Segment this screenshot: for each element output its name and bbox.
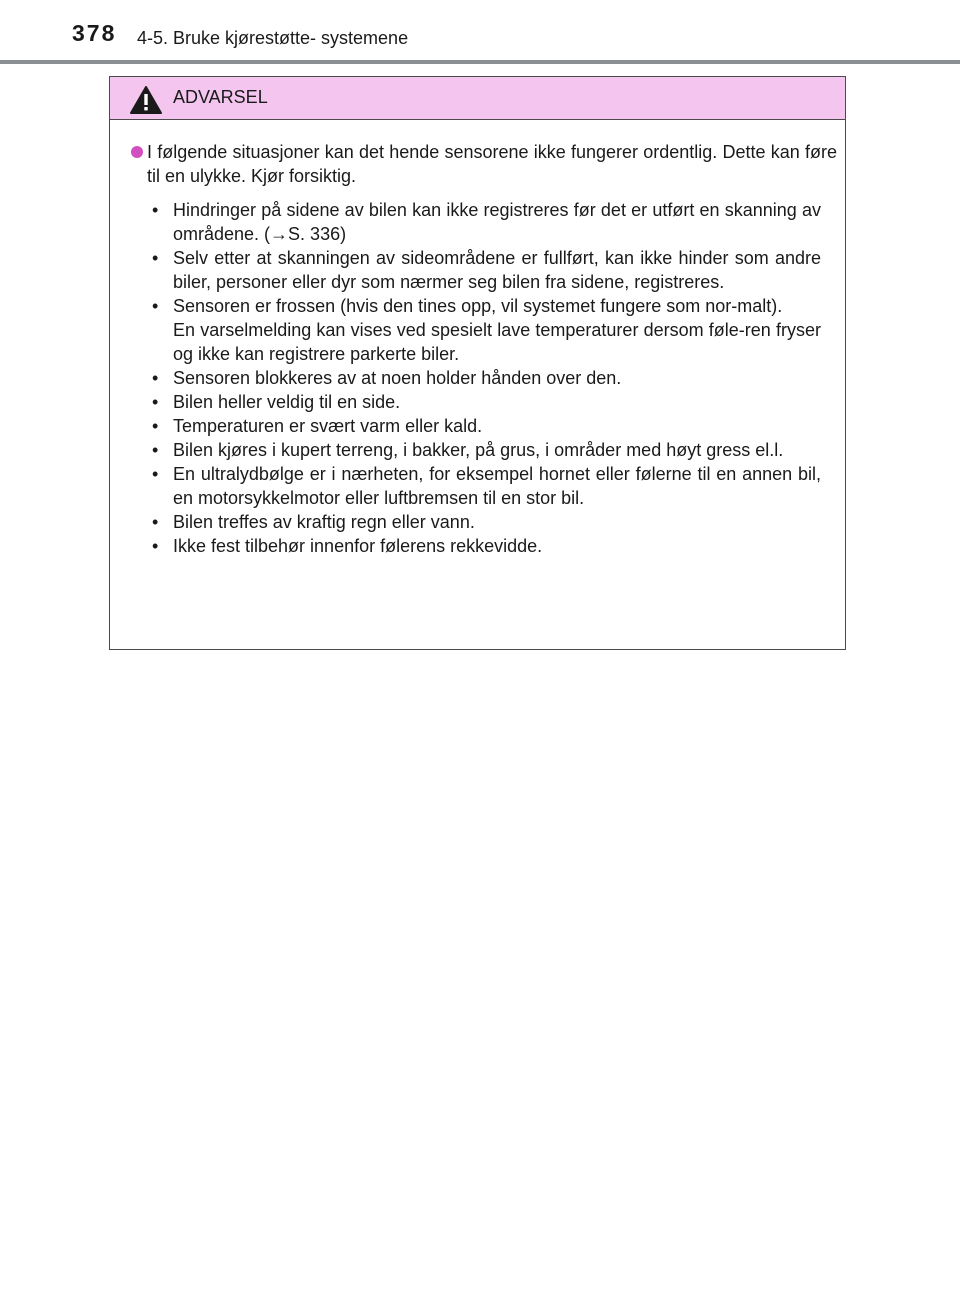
warning-lead (130, 140, 837, 188)
page-number: 378 (72, 20, 117, 46)
list-item: • Bilen kjøres i kupert terreng, i bakker, på grus, i områder med høyt gress el.l. (147, 438, 821, 462)
list-item: • Sensoren blokkeres av at noen holder hånden over den. (147, 366, 821, 390)
warning-box (109, 76, 846, 650)
section-title: 4-5. Bruke kjørestøtte- systemene (137, 28, 409, 48)
warning-label: ADVARSEL (173, 87, 268, 107)
list-item: • Bilen treffes av kraftig regn eller vann. (147, 510, 821, 534)
list-item: • Hindringer på sidene av bilen kan ikke registreres før det er utført en skanning av områdene. (→S. 336) (147, 198, 821, 246)
list-item: • En ultralydbølge er i nærheten, for eksempel hornet eller følerne til en annen bil, en motorsykkelmotor eller luftbremsen til en stor bil. (147, 462, 821, 510)
header-divider (0, 60, 960, 64)
bullet-dot-icon (131, 146, 143, 158)
warning-triangle-icon (129, 85, 163, 115)
warning-list (147, 198, 821, 558)
list-item: • Ikke fest tilbehør innenfor følerens rekkevidde. (147, 534, 821, 558)
list-item: • Bilen heller veldig til en side. (147, 390, 821, 414)
warning-header (110, 77, 845, 120)
list-item: • Sensoren er frossen (hvis den tines opp, vil systemet fungere som nor-malt). En varselmelding kan vises ved spesielt lave temperaturer dersom føle-ren fryser og ikke kan registrere parkerte biler. (147, 294, 821, 366)
warning-body (110, 120, 845, 558)
list-item-extra: En varselmelding kan vises ved spesielt lave temperaturer dersom føle-ren fryser og ikke kan registrere parkerte biler. (173, 320, 821, 364)
warning-lead-text: I følgende situasjoner kan det hende sensorene ikke fungerer ordentlig. Dette kan føre til en ulykke. Kjør forsiktig. (147, 142, 837, 186)
list-item: • Temperaturen er svært varm eller kald. (147, 414, 821, 438)
list-item: • Selv etter at skanningen av sideområdene er fullført, kan ikke hinder som andre biler, personer eller dyr som nærmer seg bilen fra sidene, registreres. (147, 246, 821, 294)
